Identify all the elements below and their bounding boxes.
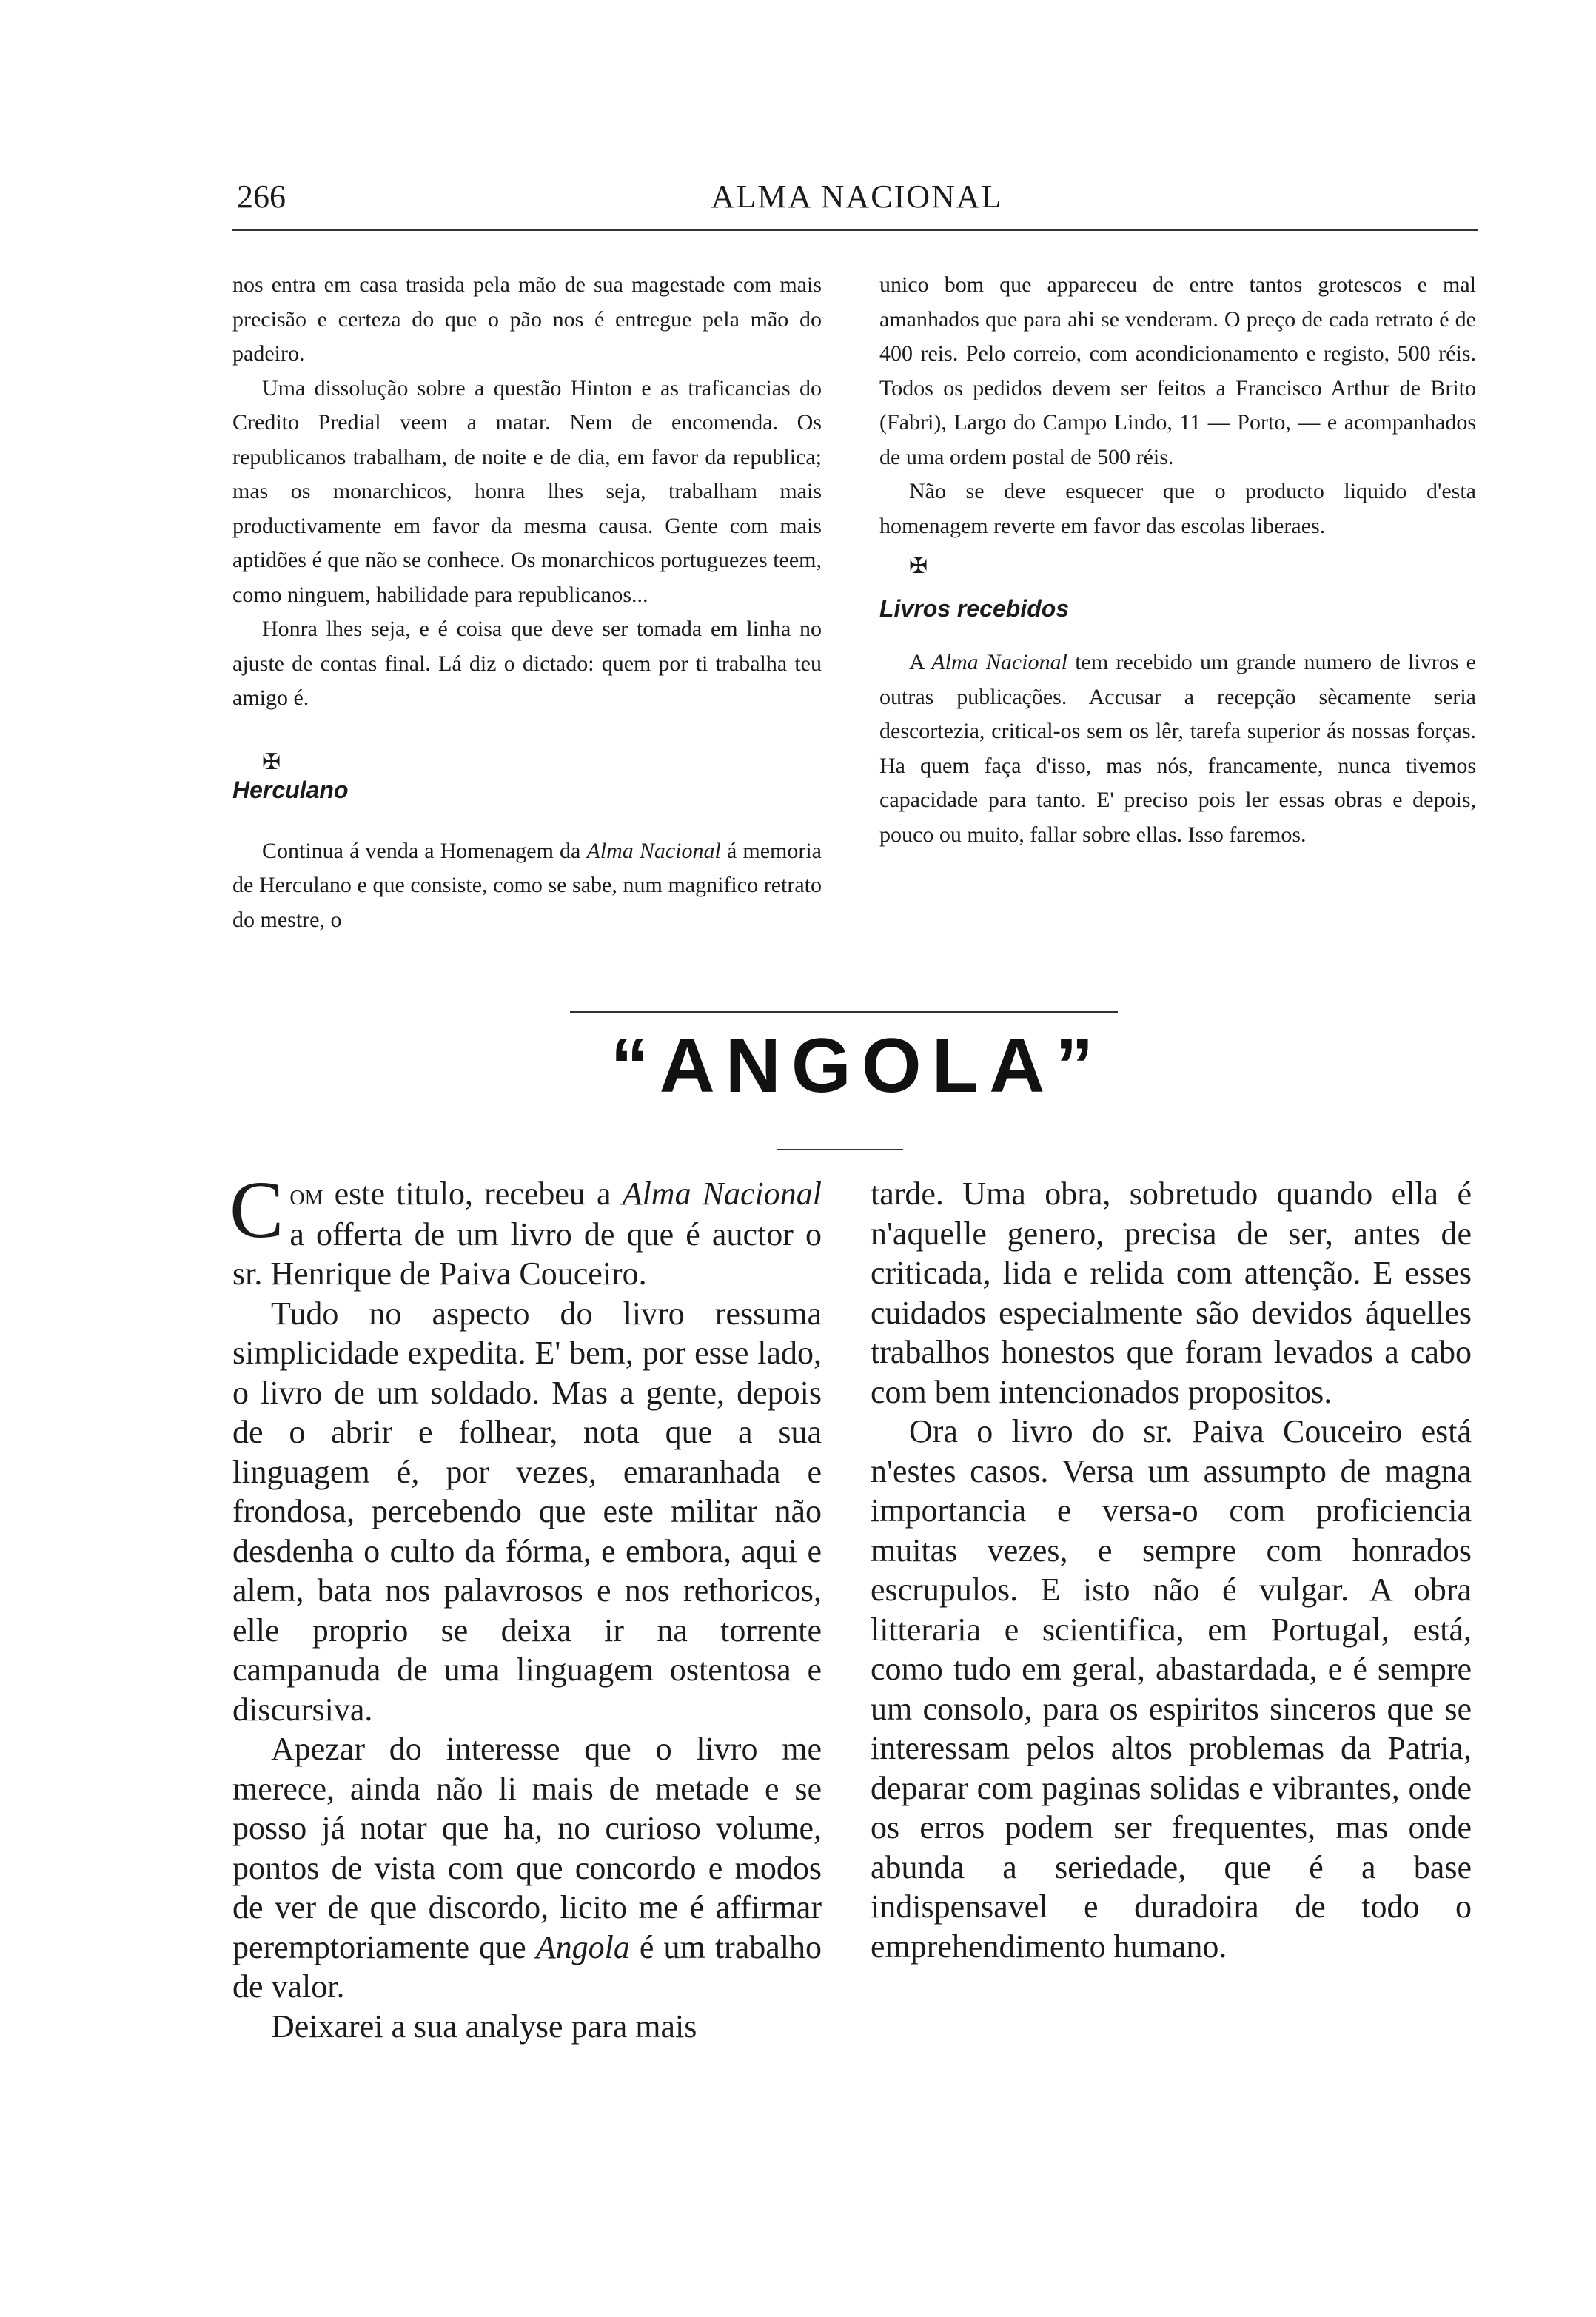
running-title: ALMA NACIONAL [711,178,1003,215]
article-title: “ANGOLA” [610,1023,1104,1109]
article-right-column [871,1174,1472,1966]
paragraph: Não se deve esquecer que o producto liquido d'esta homenagem reverte em favor das escolas liberaes. [879,479,1476,538]
paragraph: Apezar do interesse que o livro me merece, ainda não li mais de metade e se posso já notar que ha, no curioso volume, pontos de vista com que concordo e modos de ver de que discordo, licito me é affirmar peremptoriamente que Angola é um trabalho de valor. [232,1731,822,2005]
section-heading-herculano: Herculano [232,776,349,803]
page-number: 266 [237,178,286,215]
paragraph: Tudo no aspecto do livro ressuma simplicidade expedita. E' bem, por esse lado, o livro de um soldado. Mas a gente, depois de o abrir e folhear, nota que a sua linguagem é, por vezes, emaranhada e frondosa, percebendo que este militar não desdenha o culto da fórma, e embora, aqui e alem, bata nos palavrosos e nos rethoricos, elle proprio se deixa ir na torrente campanuda de uma linguagem ostentosa e discursiva. [232,1295,822,1728]
paragraph: Honra lhes seja, e é coisa que deve ser tomada em linha no ajuste de contas final. Lá diz o dictado: quem por ti trabalha teu amigo é. [232,617,822,710]
right-column [879,268,1476,852]
paragraph: tarde. Uma obra, sobretudo quando ella é n'aquelle genero, precisa de ser, antes de criticada, lida e relida com attenção. E esses cuidados especialmente são devidos áquelles trabalhos honestos que foram levados a cabo com bem intencionados propositos. [871,1176,1472,1410]
paragraph: nos entra em casa trasida pela mão de sua magestade com mais precisão e certeza do que o pão nos é entregue pela mão do padeiro. [232,272,822,366]
section-ornament: ✠ [909,554,928,578]
paragraph: Continua á venda a Homenagem da Alma Nacional á memoria de Herculano e que consiste, como se sabe, num magnifico retrato do mestre, o [232,838,822,932]
paragraph: Uma dissolução sobre a questão Hinton e as traficancias do Credito Predial veem a matar. Nem de encomenda. Os republicanos trabalham, de noite e de dia, em favor da republica; mas os monarchicos, honra lhes seja, trabalham mais productivamente em favor da mesma causa. Gente com mais aptidões é que não se conhece. Os monarchicos portuguezes teem, como ninguem, habilidade para republicanos... [232,375,822,607]
drop-cap: C [229,1164,284,1255]
section-heading-livros: Livros recebidos [879,595,1070,622]
paragraph: A Alma Nacional tem recebido um grande numero de livros e outras publicações. Accusar a recepção sècamente seria descortezia, critical-os sem os lêr, tarefa superior ás nossas forças. Ha quem faça d'isso, mas nós, francamente, nunca tivemos capacidade para tanto. E' preciso pois ler essas obras e depois, pouco ou muito, fallar sobre ellas. Isso faremos. [879,650,1476,847]
paragraph: Com este titulo, recebeu a Alma Nacional a offerta de um livro de que é auctor o sr. Henrique de Paiva Couceiro. [229,1164,822,1292]
article-left-column [229,1164,822,2046]
paragraph: unico bom que appareceu de entre tantos grotescos e mal amanhados que para ahi se venderam. O preço de cada retrato é de 400 reis. Pelo correio, com acondicionamento e registo, 500 réis. Todos os pedidos devem ser feitos a Francisco Arthur de Brito (Fabri), Largo do Campo Lindo, 11 — Porto, — e acompanhados de uma ordem postal de 500 réis. [879,272,1476,469]
running-header [237,178,1477,229]
title-rule-top [570,1011,1118,1013]
header-rule [232,229,1478,231]
section-ornament: ✠ [262,749,281,774]
title-rule-bottom [777,1149,903,1150]
paragraph: Ora o livro do sr. Paiva Couceiro está n'estes casos. Versa um assumpto de magna importancia e versa-o com proficiencia muitas vezes, e sempre com honrados escrupulos. E isto não é vulgar. A obra litteraria e scientifica, em Portugal, está, como tudo em geral, abastardada, e é sempre um consolo, para os espiritos sinceros que se interessam pelos altos problemas da Patria, deparar com paginas solidas e vibrantes, onde os erros podem ser frequentes, mas onde abunda a seriedade, que é a base indispensavel e duradoira de todo o emprehendimento humano. [871,1413,1472,1965]
left-column [232,268,822,937]
paragraph: Deixarei a sua analyse para mais [271,2008,697,2045]
